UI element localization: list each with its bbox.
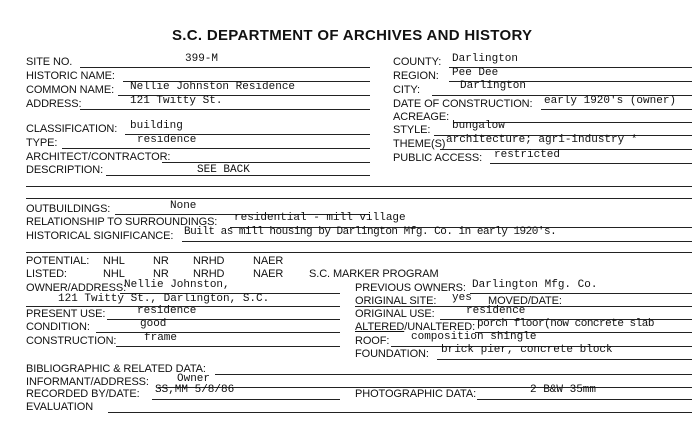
potential-label: POTENTIAL: [26,255,90,267]
city-value: Darlington [460,80,527,92]
roof-value: composition shingle [411,331,537,343]
description-extra-line-2 [26,198,692,199]
description-value: SEE BACK [197,164,250,176]
significance-label: HISTORICAL SIGNIFICANCE: [26,230,174,242]
address-value: 121 Twitty St. [130,95,223,107]
region-label: REGION: [393,70,439,82]
architect-label: ARCHITECT/CONTRACTOR: [26,151,171,163]
themes-label: THEME(S) [393,138,446,150]
condition-line [96,332,340,333]
date-construction-value: early 1920's (owner) [544,95,677,107]
unaltered-label: /UNALTERED: [404,321,476,333]
architect-line [162,162,370,163]
region-value: Pee Dee [452,67,499,79]
moved-date-label: MOVED/DATE: [488,295,562,307]
informant-label: INFORMANT/ADDRESS: [26,376,149,388]
listed-label: LISTED: [26,268,67,280]
potential-naer: NAER [253,255,284,267]
site-no-line [80,67,370,68]
original-use-label: ORIGINAL USE: [355,308,435,320]
construction-line [116,346,340,347]
recorded-by-line [152,399,340,400]
form-title: S.C. DEPARTMENT OF ARCHIVES AND HISTORY [172,27,533,44]
marker-program-label: S.C. MARKER PROGRAM [309,268,439,280]
significance-line [182,241,692,242]
recorded-by-label: RECORDED BY/DATE: [26,388,140,400]
address-label: ADDRESS: [26,98,82,110]
owner-line1-value: Nellie Johnston, [124,279,230,291]
address-line [80,109,370,110]
relationship-label: RELATIONSHIP TO SURROUNDINGS: [26,216,218,228]
construction-value: frame [144,332,178,344]
public-access-value: restricted [494,149,561,161]
outbuildings-value: None [170,200,197,212]
original-use-value: residence [466,305,526,317]
county-value: Darlington [452,53,519,65]
common-name-label: COMMON NAME: [26,84,115,96]
foundation-label: FOUNDATION: [355,348,429,360]
themes-line [440,149,692,150]
potential-nr: NR [153,255,169,267]
description-label: DESCRIPTION: [26,164,104,176]
photographic-line [477,399,692,400]
significance-value: Built as mill housing by Darlington Mfg. Co. in early 1920's. [184,226,557,238]
common-name-value: Nellie Johnston Residence [130,81,296,93]
previous-owners-value: Darlington Mfg. Co. [472,279,598,291]
description-extra-line-1 [26,186,692,187]
previous-owners-label: PREVIOUS OWNERS: [355,282,466,294]
classification-value: building [130,120,183,132]
style-label: STYLE: [393,124,431,136]
listed-nr: NR [153,268,169,280]
type-value: residence [137,134,197,146]
listed-naer: NAER [253,268,284,280]
photographic-label: PHOTOGRAPHIC DATA: [355,388,477,400]
site-no-value: 399-M [185,53,219,65]
date-construction-line [541,109,692,110]
owner-line2-value: 121 Twitty St., Darlington, S.C. [58,293,270,305]
relationship-value: residential - mill village [234,212,406,224]
public-access-label: PUBLIC ACCESS: [393,152,483,164]
owner-address-label: OWNER/ADDRESS: [26,282,127,294]
previous-owners-line [470,293,692,294]
present-use-label: PRESENT USE: [26,308,106,320]
recorded-by-value: SS,MM 5/8/86 [155,384,235,396]
bibliographic-label: BIBLIOGRAPHIC & RELATED DATA: [26,363,206,375]
photographic-value: 2 B&W 35mm [530,384,597,396]
style-value: bungalow [452,120,505,132]
present-use-value: residence [137,305,197,317]
bibliographic-line [215,374,692,375]
altered-label-underlined: ALTERED [355,321,405,333]
classification-label: CLASSIFICATION: [26,123,118,135]
listed-nrhd: NRHD [193,268,225,280]
public-access-line [490,163,692,164]
foundation-value: brick pier, concrete block [441,344,613,356]
altered-value: porch floor(now concrete slab [477,318,654,330]
construction-label: CONSTRUCTION: [26,335,117,347]
original-site-label: ORIGINAL SITE: [355,295,437,307]
type-label: TYPE: [26,137,58,149]
evaluation-label: EVALUATION [26,401,94,413]
roof-label: ROOF: [355,335,390,347]
themes-value: architecture; agri-industry * [446,134,638,146]
significance-extra-line [26,252,692,253]
date-construction-label: DATE OF CONSTRUCTION: [393,98,533,110]
listed-nhl: NHL [103,268,125,280]
potential-nrhd: NRHD [193,255,225,267]
historic-name-label: HISTORIC NAME: [26,70,115,82]
city-label: CITY: [393,84,421,96]
condition-label: CONDITION: [26,321,90,333]
type-line [62,148,370,149]
acreage-label: ACREAGE: [393,111,450,123]
site-no-label: SITE NO. [26,56,73,68]
informant-value: Owner [177,373,211,385]
foundation-line [437,359,692,360]
outbuildings-label: OUTBUILDINGS: [26,203,111,215]
potential-nhl: NHL [103,255,125,267]
condition-value: good [140,318,167,330]
original-site-value: yes [452,292,472,304]
county-label: COUNTY: [393,56,442,68]
evaluation-line [108,412,692,413]
